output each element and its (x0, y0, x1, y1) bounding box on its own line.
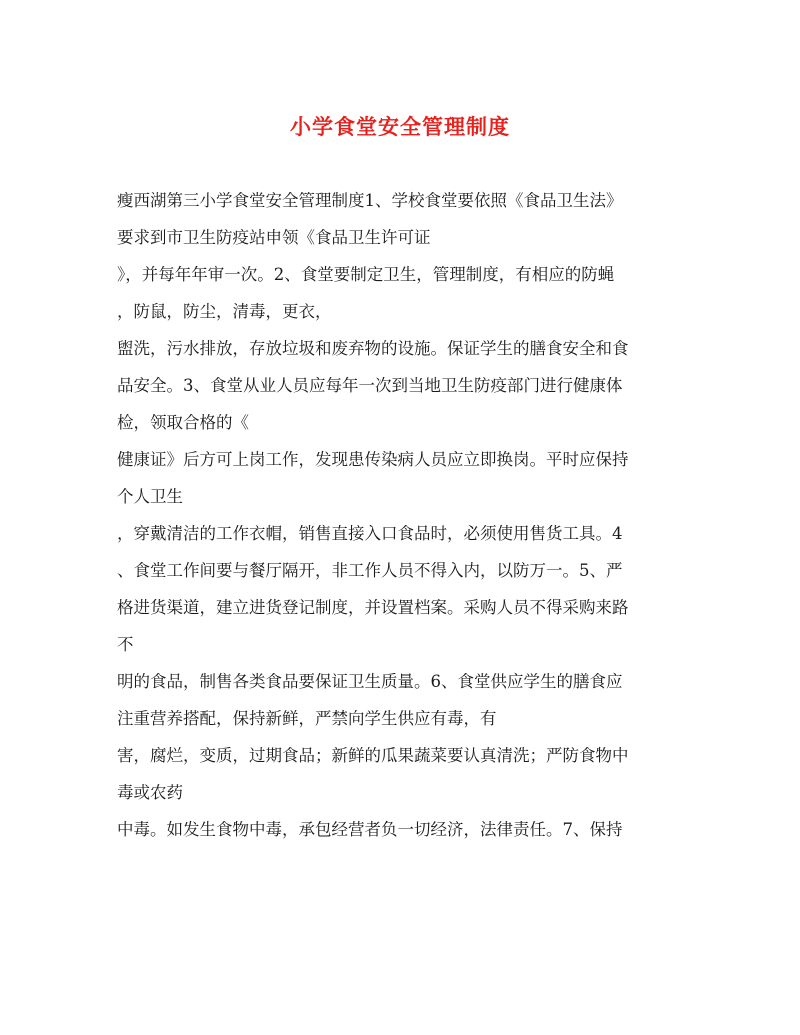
body-line: 健康证》后方可上岗工作，发现患传染病人员应立即换岗。平时应保持 (117, 450, 629, 469)
body-line: ，防鼠，防尘，清毒，更衣， (117, 302, 332, 321)
body-line: 不 (117, 635, 134, 654)
body-line: 》，并每年年审一次。2、食堂要制定卫生，管理制度，有相应的防蝇 (117, 265, 615, 284)
body-line: 品安全。3、食堂从业人员应每年一次到当地卫生防疫部门进行健康体 (117, 376, 623, 395)
body-line: 盥洗，污水排放，存放垃圾和废弃物的设施。保证学生的膳食安全和食 (117, 339, 629, 358)
body-line: 格进货渠道，建立进货登记制度，并设置档案。采购人员不得采购来路 (117, 598, 629, 617)
body-line: 毒或农药 (117, 783, 183, 802)
body-line: 要求到市卫生防疫站申领《食品卫生许可证 (117, 228, 431, 247)
body-line: 中毒。如发生食物中毒，承包经营者负一切经济，法律责任。7、保持 (117, 820, 623, 839)
body-line: 瘦西湖第三小学食堂安全管理制度1、学校食堂要依照《食品卫生法》 (117, 191, 623, 210)
body-line: 检，领取合格的《 (117, 413, 249, 432)
document-body (117, 182, 697, 848)
body-line: 害，腐烂，变质，过期食品；新鲜的瓜果蔬菜要认真清洗；严防食物中 (117, 746, 629, 765)
body-line: 注重营养搭配，保持新鲜，严禁向学生供应有毒，有 (117, 709, 497, 728)
body-line: ，穿戴清洁的工作衣帽，销售直接入口食品时，必须使用售货工具。4 (117, 524, 623, 543)
body-line: 明的食品，制售各类食品要保证卫生质量。6、食堂供应学生的膳食应 (117, 672, 623, 691)
document-title: 小学食堂安全管理制度 (290, 114, 510, 139)
body-line: 、食堂工作间要与餐厅隔开，非工作人员不得入内，以防万一。5、严 (117, 561, 623, 580)
body-line: 个人卫生 (117, 487, 183, 506)
